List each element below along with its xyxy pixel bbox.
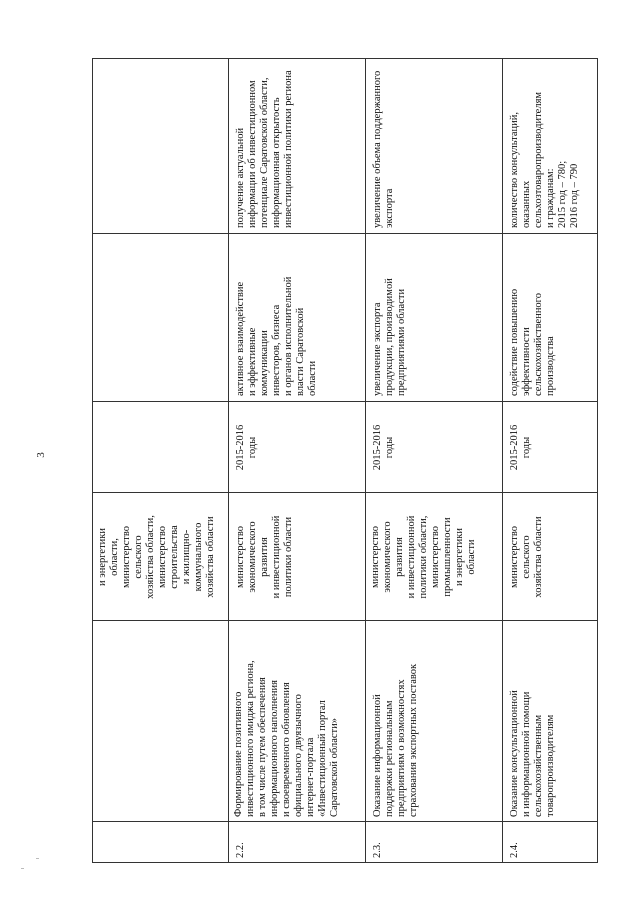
cell-num-r3: 2.4. (503, 822, 598, 863)
cell-result-r1: активное взаимодействие и эффективные коммуникации инвесторов, бизнеса и органов исполнительной власти Саратовской области (229, 234, 366, 402)
cell-activity-r3: Оказание консультационной и информационной помощи сельскохозяйственным товаропроизводителям (503, 621, 598, 822)
scan-speck (21, 868, 24, 869)
cell-activity-r1: Формирование позитивного инвестиционного имиджа региона, в том числе путем обеспечения информационного наполнения и своевременного обновления официального двуязычного интернет-портала «Инвестиционный портал Саратовской области» (229, 621, 366, 822)
cell-executor-r3: министерство сельского хозяйства области (503, 493, 598, 621)
cell-activity-r2: Оказание информационной поддержки региональным предприятиям о возможностях страхования экспортных поставок (366, 621, 503, 822)
cell-executor-r0: и энергетики области, министерство сельского хозяйства области, министерство строительства и жилищно- коммунального хозяйства области (93, 493, 229, 621)
cell-indicator-r0 (93, 59, 229, 234)
cell-executor-r2: министерство экономического развития и инвестиционной политики области, министерство промышленности и энергетики области (366, 493, 503, 621)
scan-speck (36, 858, 39, 859)
cell-period-r0 (93, 402, 229, 493)
cell-executor-r1: министерство экономического развития и инвестиционной политики области (229, 493, 366, 621)
cell-activity-r0 (93, 621, 229, 822)
cell-period-r2: 2015-2016 годы (366, 402, 503, 493)
cell-period-r1: 2015-2016 годы (229, 402, 366, 493)
cell-num-r0 (93, 822, 229, 863)
cell-result-r0 (93, 234, 229, 402)
cell-result-r2: увеличение экспорта продукции, производимой предприятиями области (366, 234, 503, 402)
cell-result-r3: содействие повышению эффективности сельскохозяйственного производства (503, 234, 598, 402)
cell-num-r2: 2.3. (366, 822, 503, 863)
measures-table (92, 58, 598, 863)
cell-indicator-r1: получение актуальной информации об инвестиционном потенциале Саратовской области, информационная открытость инвестиционной политики региона (229, 59, 366, 234)
cell-num-r1: 2.2. (229, 822, 366, 863)
cell-indicator-r3: количество консультаций, оказанных сельхозтоваропроизводителям и гражданам: 2015 год – 780; 2016 год – 790 (503, 59, 598, 234)
page-number: 3 (35, 452, 47, 458)
cell-period-r3: 2015-2016 годы (503, 402, 598, 493)
cell-indicator-r2: увеличение объема поддержанного экспорта (366, 59, 503, 234)
